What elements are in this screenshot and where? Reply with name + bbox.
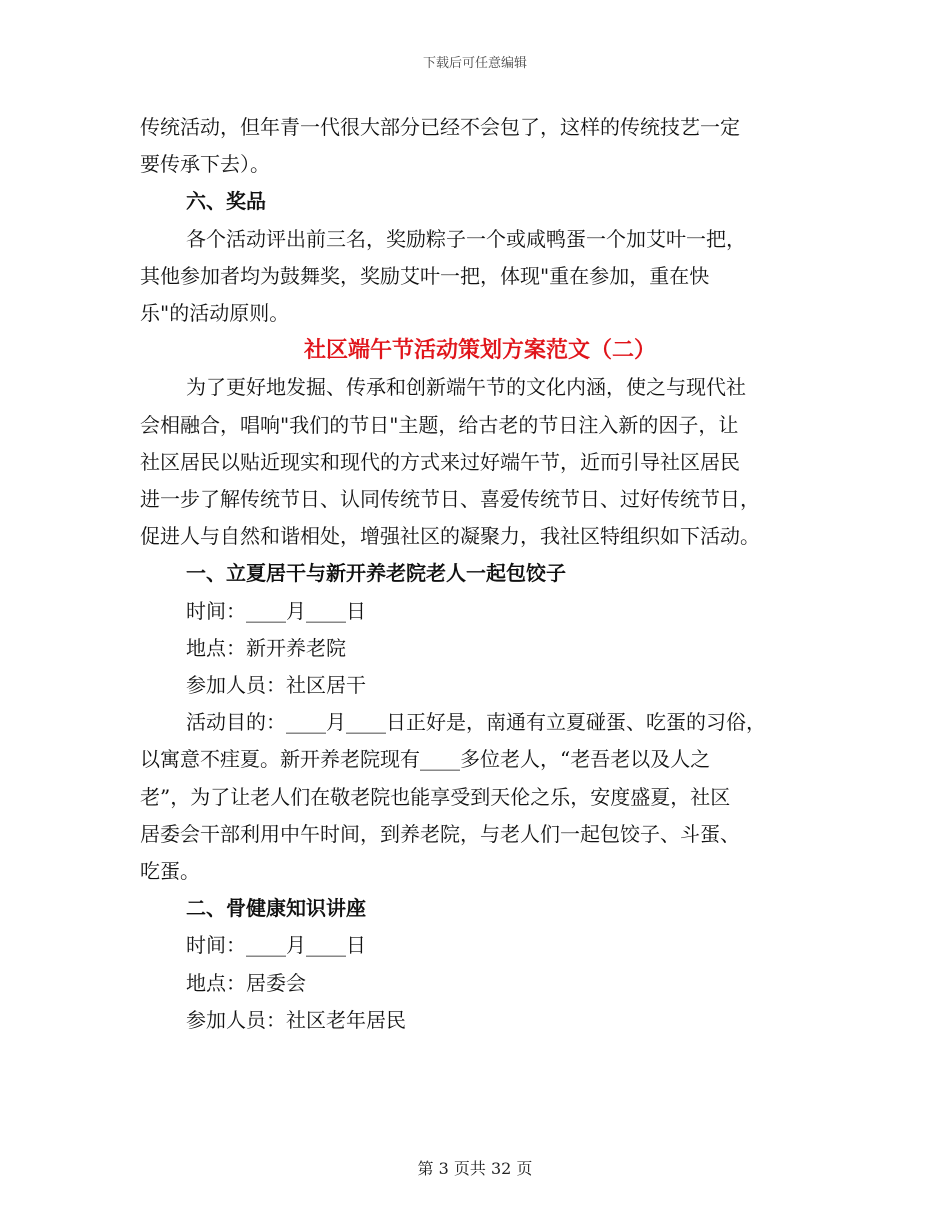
- activity-two-time: 时间：____月____日: [186, 933, 366, 958]
- text-line: 会相融合，唱响"我们的节日"主题，给古老的节日注入新的因子，让: [140, 412, 739, 437]
- text-line: 活动目的：____月____日正好是，南通有立夏碰蛋、吃蛋的习俗，: [186, 710, 766, 735]
- document-body: [140, 109, 820, 1039]
- paragraph-continuation: [140, 109, 820, 183]
- text-line: 以寓意不疰夏。新开养老院现有____多位老人，“老吾老以及人之: [140, 747, 711, 772]
- text-line: 社区居民以贴近现实和现代的方式来过好端午节，近而引导社区居民: [140, 449, 740, 474]
- text-line: 进一步了解传统节日、认同传统节日、喜爱传统节日、过好传统节日，: [140, 487, 760, 512]
- activity-one-participants: 参加人员：社区居干: [186, 673, 366, 698]
- activity-two-participants: 参加人员：社区老年居民: [186, 1007, 406, 1032]
- activity-one-place: 地点：新开养老院: [186, 635, 346, 660]
- paragraph-activity-one-purpose: [140, 704, 820, 890]
- text-line: 各个活动评出前三名，奖励粽子一个或咸鸭蛋一个加艾叶一把，: [186, 226, 746, 251]
- text-line: 居委会干部利用中午时间，到养老院，与老人们一起包饺子、斗蛋、: [140, 821, 740, 846]
- page-header-note: 下载后可任意编辑: [422, 56, 527, 71]
- activity-two-place: 地点：居委会: [186, 970, 306, 995]
- paragraph-intro: [140, 369, 820, 555]
- text-line: 促进人与自然和谐相处，增强社区的凝聚力，我社区特组织如下活动。: [140, 524, 760, 549]
- text-line: 吃蛋。: [140, 859, 200, 884]
- heading-one-activity: 一、立夏居干与新开养老院老人一起包饺子: [186, 561, 566, 586]
- heading-six-prizes: 六、奖品: [186, 189, 266, 214]
- page-number: 第 3 页共 32 页: [417, 1159, 533, 1178]
- activity-one-time: 时间：____月____日: [186, 598, 366, 623]
- paragraph-prizes: [140, 221, 820, 333]
- text-line: 为了更好地发掘、传承和创新端午节的文化内涵，使之与现代社: [186, 375, 746, 400]
- heading-two-lecture: 二、骨健康知识讲座: [186, 896, 366, 921]
- text-line: 传统活动，但年青一代很大部分已经不会包了，这样的传统技艺一定: [140, 115, 740, 139]
- text-line: 乐"的活动原则。: [140, 301, 290, 326]
- text-line: 其他参加者均为鼓舞奖，奖励艾叶一把，体现"重在参加，重在快: [140, 263, 710, 288]
- text-line: 老”，为了让老人们在敬老院也能享受到天伦之乐，安度盛夏，社区: [140, 784, 731, 809]
- text-line: 要传承下去）。: [140, 152, 270, 177]
- section-title: 社区端午节活动策划方案范文（二）: [303, 337, 656, 364]
